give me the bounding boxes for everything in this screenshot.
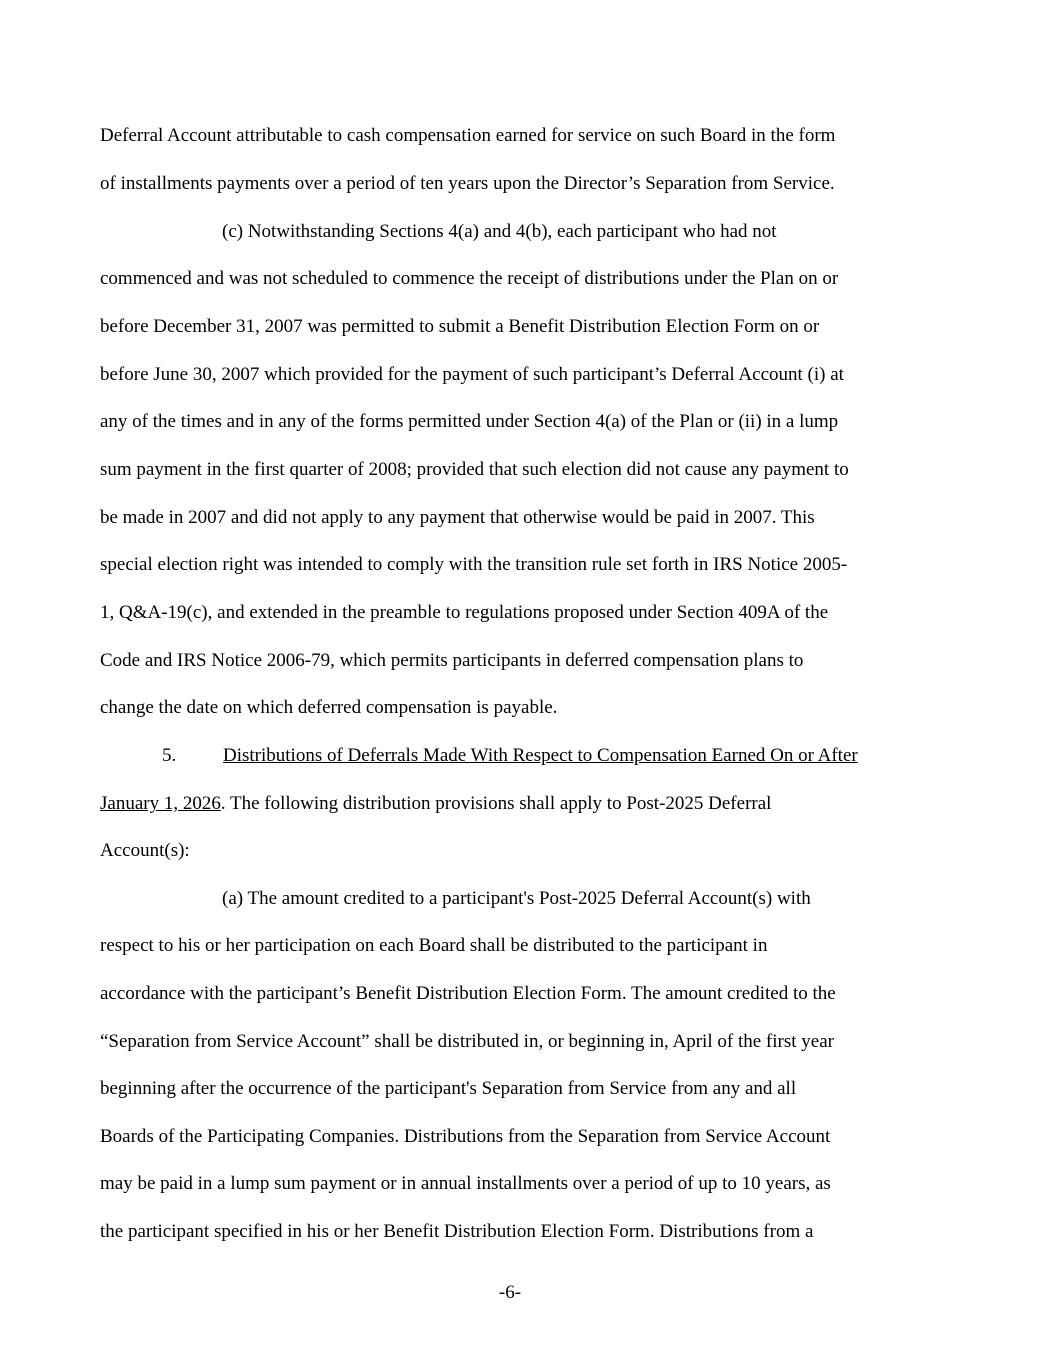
body-line: Code and IRS Notice 2006-79, which permits participants in deferred compensation plans to [100,650,804,671]
body-line: Deferral Account attributable to cash compensation earned for service on such Board in the form [100,125,836,146]
section-title-continuation [100,792,771,816]
body-line: sum payment in the first quarter of 2008; provided that such election did not cause any payment to [100,459,849,480]
body-line: Account(s): [100,840,190,861]
paragraph-c-first-line: (c) Notwithstanding Sections 4(a) and 4(b), each participant who had not [222,221,777,242]
section-intro-text: . The following distribution provisions shall apply to Post-2025 Deferral [220,793,772,814]
body-line: of installments payments over a period of ten years upon the Director’s Separation from Service. [100,173,835,194]
body-line: commenced and was not scheduled to commence the receipt of distributions under the Plan on or [100,268,839,289]
body-line: respect to his or her participation on each Board shall be distributed to the participant in [100,935,768,956]
body-line: “Separation from Service Account” shall be distributed in, or beginning in, April of the first year [100,1031,834,1052]
body-line: may be paid in a lump sum payment or in annual installments over a period of up to 10 years, as [100,1173,831,1194]
section-title-date: January 1, 2026 [100,793,221,814]
body-line: Boards of the Participating Companies. Distributions from the Separation from Service Account [100,1126,831,1147]
section-title: Distributions of Deferrals Made With Respect to Compensation Earned On or After [223,745,858,766]
body-line: any of the times and in any of the forms permitted under Section 4(a) of the Plan or (ii) in a lump [100,411,839,432]
section-number: 5. [162,745,177,766]
body-line: change the date on which deferred compensation is payable. [100,697,558,718]
body-line: special election right was intended to comply with the transition rule set forth in IRS Notice 2005- [100,554,848,575]
body-line: the participant specified in his or her Benefit Distribution Election Form. Distributions from a [100,1221,814,1242]
body-line: before June 30, 2007 which provided for the payment of such participant’s Deferral Account (i) at [100,364,844,385]
page-number: -6- [498,1282,522,1303]
body-line: be made in 2007 and did not apply to any payment that otherwise would be paid in 2007. This [100,507,815,528]
body-line: beginning after the occurrence of the participant's Separation from Service from any and all [100,1078,797,1099]
body-line: accordance with the participant’s Benefit Distribution Election Form. The amount credited to the [100,983,836,1004]
body-line: 1, Q&A-19(c), and extended in the preamble to regulations proposed under Section 409A of the [100,602,829,623]
body-line: before December 31, 2007 was permitted to submit a Benefit Distribution Election Form on or [100,316,820,337]
paragraph-a-first-line: (a) The amount credited to a participant's Post-2025 Deferral Account(s) with [222,888,811,909]
